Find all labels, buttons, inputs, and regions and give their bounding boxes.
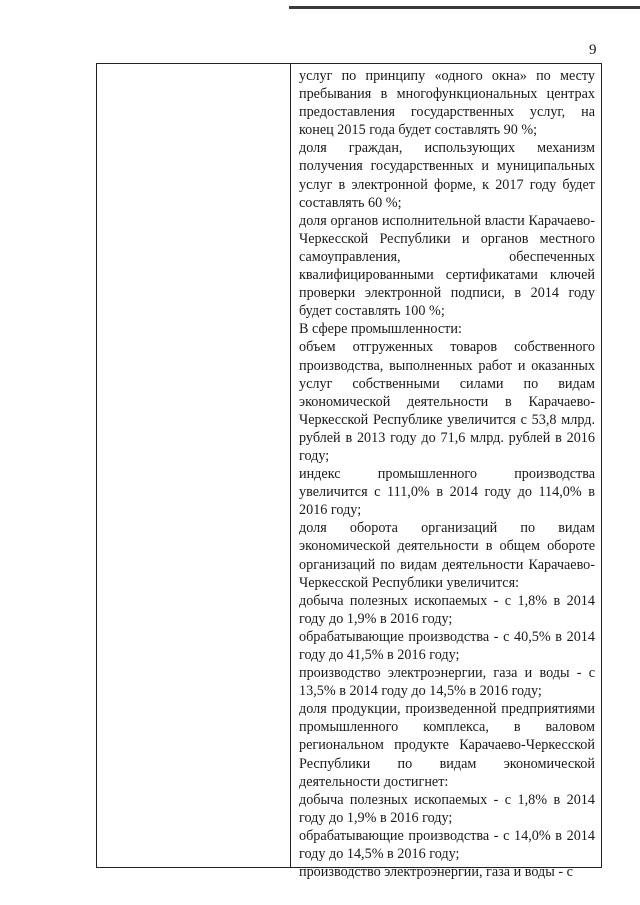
paragraph: обрабатывающие производства - с 14,0% в 2014 году до 14,5% в 2016 году; [299,827,595,863]
paragraph: производство электроэнергии, газа и воды - с [299,864,573,881]
paragraph: доля продукции, произведенной предприятиями промышленного комплекса, в валовом региональном продукте Карачаево-Черкесской Республики по видам экономической деятельности достигнет: [299,701,595,790]
paragraph: услуг по принципу «одного окна» по месту пребывания в многофункциональных центрах предоставления государственных услуг, на конец 2015 года будет составлять 90 %; [299,68,595,139]
indicators-table [96,63,602,881]
indicators-text-cell [299,67,595,881]
column-divider [290,64,291,867]
paragraph: обрабатывающие производства - с 40,5% в 2014 году до 41,5% в 2016 году; [299,628,595,663]
header-rule [289,6,640,9]
page-number: 9 [589,42,597,58]
paragraph: доля оборота организаций по видам экономической деятельности в общем обороте организаций по видам деятельности Карачаево-Черкесской Республики увеличится: [299,520,595,591]
paragraph: доля граждан, использующих механизм получения государственных и муниципальных услуг в электронной форме, к 2017 году будет составлять 60 %; [299,140,595,211]
paragraph: объем отгруженных товаров собственного производства, выполненных работ и оказанных услуг собственными силами по видам экономической деятельности в Карачаево-Черкесской Республике увеличится с 53,8 млрд. рублей в 2013 году до 71,6 млрд. рублей в 2016 году; [299,339,595,464]
paragraph: производство электроэнергии, газа и воды - с 13,5% в 2014 году до 14,5% в 2016 году; [299,665,595,700]
paragraph: добыча полезных ископаемых - с 1,8% в 2014 году до 1,9% в 2016 году; [299,592,595,627]
paragraph: доля органов исполнительной власти Карачаево-Черкесской Республики и органов местного самоуправления, обеспеченных квалифицированными сертификатами ключей проверки электронной подписи, в 2014 году будет составлять 100 %; [299,212,595,320]
paragraph: индекс промышленного производства увеличится с 111,0% в 2014 году до 114,0% в 2016 году; [299,466,595,519]
section-heading: В сфере промышленности: [299,321,462,338]
paragraph: добыча полезных ископаемых - с 1,8% в 2014 году до 1,9% в 2016 году; [299,791,595,826]
